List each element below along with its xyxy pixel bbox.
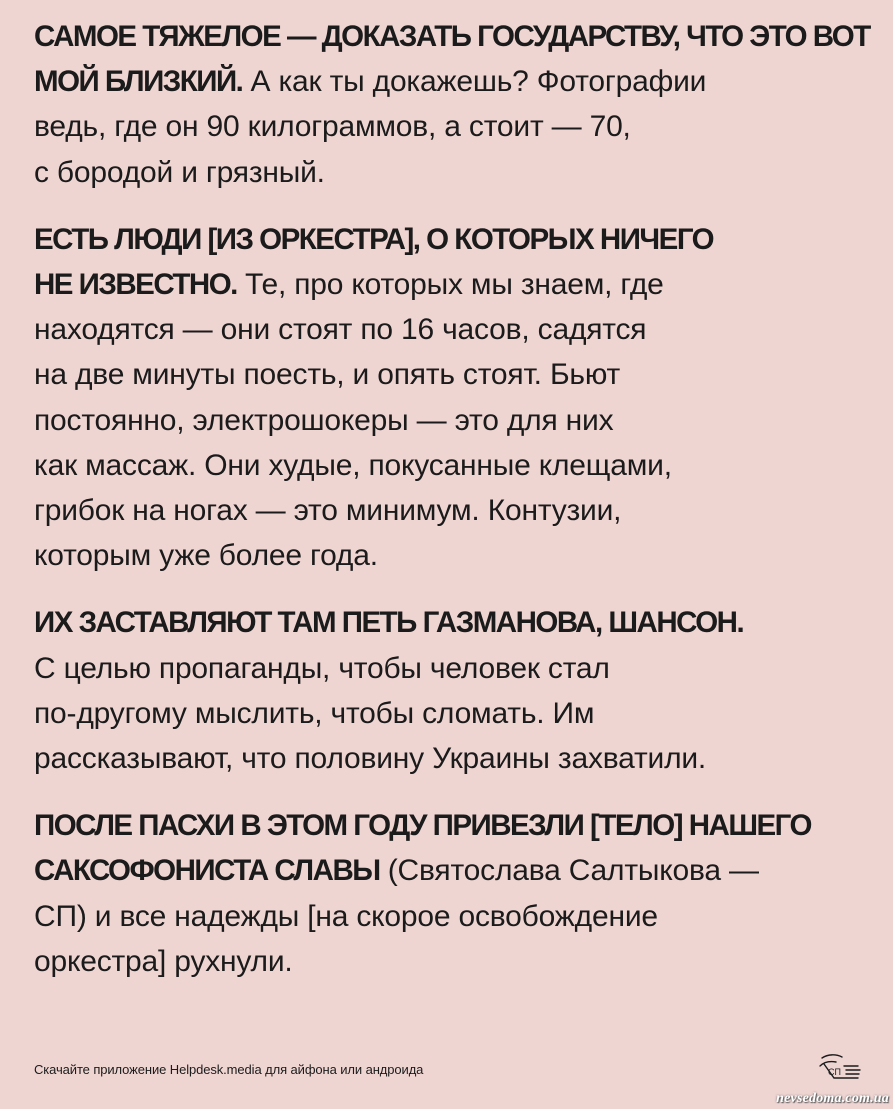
line <box>34 262 864 307</box>
line: рассказывают, что половину Украины захватили. <box>34 742 707 776</box>
lead-text: ЕСТЬ ЛЮДИ [ИЗ ОРКЕСТРА], О КОТОРЫХ НИЧЕГО <box>34 222 714 256</box>
line <box>34 600 864 645</box>
line: по-другому мыслить, чтобы сломать. Им <box>34 696 595 730</box>
body-text: (Святослава Салтыкова — <box>379 854 759 888</box>
line: С целью пропаганды, чтобы человек стал <box>34 651 610 685</box>
article-body <box>34 14 870 1006</box>
app-download-note: Скачайте приложение Helpdesk.media для айфона или андроида <box>34 1062 424 1077</box>
line: постоянно, электрошокеры — это для них <box>34 403 614 437</box>
body-text: А как ты докажешь? Фотографии <box>242 65 707 99</box>
helpdesk-hand-logo-icon <box>818 1050 862 1086</box>
line: ведь, где он 90 килограммов, а стоит — 70, <box>34 110 631 144</box>
lead-text: ПОСЛЕ ПАСХИ В ЭТОМ ГОДУ ПРИВЕЗЛИ [ТЕЛО] НАШЕГО <box>34 809 811 843</box>
line <box>34 217 864 262</box>
line: находятся — они стоят по 16 часов, садятся <box>34 313 647 347</box>
line: оркестра] рухнули. <box>34 944 293 978</box>
watermark: nevsedoma.com.ua <box>776 1091 889 1106</box>
line: СП) и все надежды [на скорое освобождение <box>34 899 658 933</box>
line <box>34 803 864 848</box>
line <box>34 14 870 59</box>
body-text: Те, про которых мы знаем, где <box>236 268 664 302</box>
line: на две минуты поесть, и опять стоят. Бьют <box>34 358 621 392</box>
lead-text: МОЙ БЛИЗКИЙ. <box>34 65 243 99</box>
paragraph-1 <box>34 14 870 195</box>
logo-text: СП <box>828 1067 841 1077</box>
paragraph-2 <box>34 217 864 579</box>
lead-text: НЕ ИЗВЕСТНО. <box>34 268 237 302</box>
line <box>34 59 864 104</box>
line: с бородой и грязный. <box>34 155 325 189</box>
paragraph-3 <box>34 600 864 781</box>
line <box>34 848 864 893</box>
lead-text: САКСОФОНИСТА СЛАВЫ <box>34 854 380 888</box>
line: грибок на ногах — это минимум. Контузии, <box>34 494 622 528</box>
line: как массаж. Они худые, покусанные клещами, <box>34 448 672 482</box>
paragraph-4 <box>34 803 864 984</box>
lead-text: ИХ ЗАСТАВЛЯЮТ ТАМ ПЕТЬ ГАЗМАНОВА, ШАНСОН. <box>34 606 744 640</box>
lead-text: САМОЕ ТЯЖЕЛОЕ — ДОКАЗАТЬ ГОСУДАРСТВУ, ЧТО ЭТО ВОТ <box>34 20 870 53</box>
line: которым уже более года. <box>34 539 378 573</box>
